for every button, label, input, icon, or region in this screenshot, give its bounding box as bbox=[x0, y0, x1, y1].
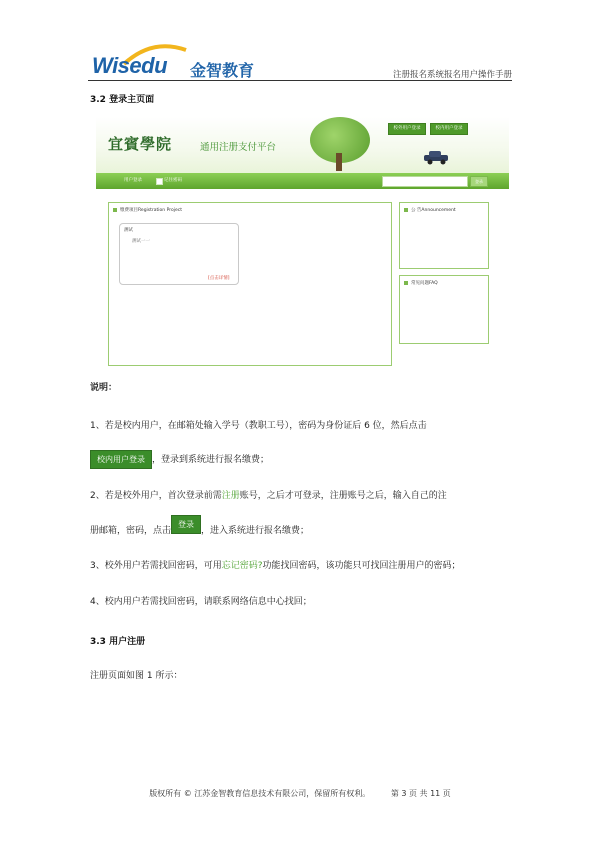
project-card-text: 测试一一 bbox=[132, 239, 150, 244]
login-bar-label: 用户登录 bbox=[124, 178, 142, 183]
panel-title: 缴费项目Registration Project bbox=[120, 208, 182, 213]
explain-item-2-line2 bbox=[90, 518, 309, 540]
explain-item-3 bbox=[90, 558, 461, 571]
project-detail-link[interactable]: [点击详情] bbox=[208, 276, 230, 281]
car-illustration-icon bbox=[422, 149, 452, 165]
logo-wisedu: Wisedu bbox=[92, 53, 168, 78]
project-card[interactable] bbox=[119, 223, 239, 285]
tree-trunk-icon bbox=[336, 153, 342, 171]
faq-title: 常见问题FAQ bbox=[411, 281, 438, 286]
inner-login-button-sample: 校内用户登录 bbox=[90, 450, 152, 469]
explain-item-2-d: ，进入系统进行报名缴费； bbox=[201, 526, 310, 536]
header-divider bbox=[88, 80, 512, 81]
login-button-sample: 登录 bbox=[171, 515, 201, 534]
inner-user-login-button[interactable]: 校内用户登录 bbox=[430, 123, 468, 135]
explain-item-3-b: 功能找回密码，该功能只可找回注册用户的密码； bbox=[262, 561, 461, 571]
explain-item-2-b: 账号，之后才可登录，注册账号之后，输入自己的注 bbox=[239, 491, 447, 501]
explain-item-1-line2 bbox=[90, 447, 269, 469]
explain-item-2 bbox=[90, 488, 447, 501]
project-card-title: 测试 bbox=[124, 228, 133, 233]
explain-item-2-c: 册邮箱，密码，点击 bbox=[90, 526, 172, 536]
explain-item-4: 4、校内用户若需找回密码，请联系网络信息中心找回； bbox=[90, 597, 312, 607]
section-heading-3-2: 3.2 登录主页面 bbox=[90, 95, 155, 105]
section-heading-3-3: 3.3 用户注册 bbox=[90, 637, 146, 647]
login-bar-input[interactable] bbox=[382, 176, 468, 187]
login-page-screenshot bbox=[96, 117, 509, 365]
document-title: 注册报名系统报名用户操作手册 bbox=[392, 70, 512, 80]
panel-bullet-icon bbox=[404, 281, 408, 285]
explain-heading: 说明： bbox=[90, 383, 118, 393]
explain-item-3-a: 3、校外用户若需找回密码，可用 bbox=[90, 561, 222, 571]
logo-chinese: 金智教育 bbox=[190, 61, 255, 80]
panel-bullet-icon bbox=[404, 208, 408, 212]
explain-item-1: 1、若是校内用户，在邮箱处输入学号（教职工号），密码为身份证后 6 位，然后点击 bbox=[90, 421, 427, 431]
remember-checkbox[interactable] bbox=[156, 178, 163, 185]
explain-item-2-a: 2、若是校外用户，首次登录前需 bbox=[90, 491, 222, 501]
registration-project-panel bbox=[108, 202, 392, 366]
remember-label: 记住密码 bbox=[164, 178, 182, 183]
panel-bullet-icon bbox=[113, 208, 117, 212]
announcement-title: 公 告Announcement bbox=[411, 208, 456, 213]
explain-item-1-tail: ，登录到系统进行报名缴费； bbox=[152, 455, 270, 465]
site-title: 通用注册支付平台 bbox=[200, 142, 277, 153]
footer-copyright: 版权所有 © 江苏金智教育信息技术有限公司，保留所有权利。 bbox=[149, 789, 371, 798]
forgot-password-link-sample: 忘记密码? bbox=[221, 561, 263, 571]
site-logo: 宜賓學院 bbox=[108, 135, 173, 153]
login-bar-submit-button[interactable]: 登录 bbox=[470, 176, 488, 187]
register-link-sample: 注册 bbox=[221, 491, 240, 501]
section-3-3-text: 注册页面如图 1 所示： bbox=[90, 671, 183, 681]
page-footer bbox=[0, 788, 600, 799]
outer-user-login-button[interactable]: 校外用户登录 bbox=[388, 123, 426, 135]
faq-panel bbox=[399, 275, 489, 344]
announcement-panel bbox=[399, 202, 489, 269]
footer-page-number: 第 3 页 共 11 页 bbox=[390, 789, 451, 798]
